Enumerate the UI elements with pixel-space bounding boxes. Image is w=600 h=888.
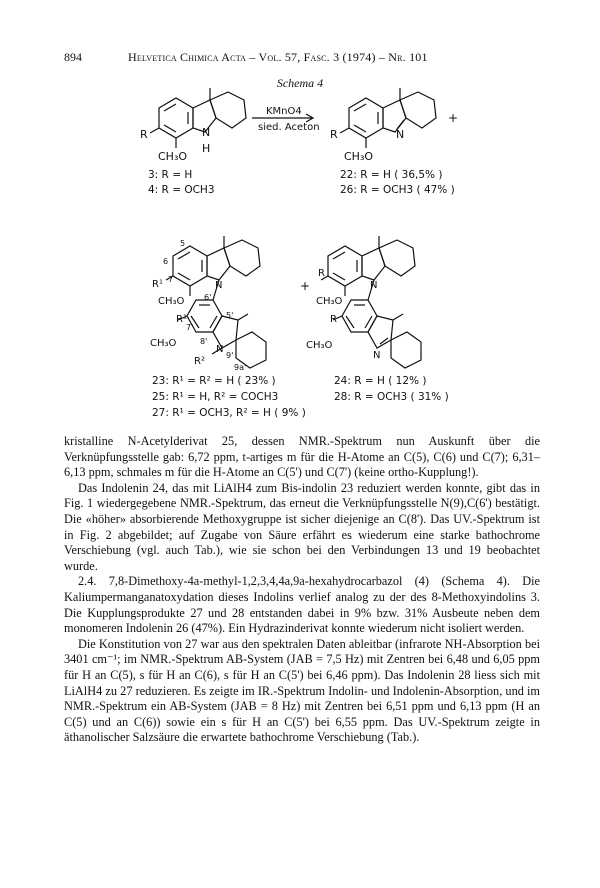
plus-sign: + [448, 111, 459, 125]
substituent-label: R [330, 128, 338, 141]
compound-label: 23: R¹ = R² = H ( 23% ) [152, 375, 276, 387]
compound-label: 26: R = OCH3 ( 47% ) [340, 184, 455, 196]
cyclohexane-ring [379, 240, 415, 276]
methoxy-label: CH₃O [158, 296, 185, 307]
atom-label-n: N [396, 128, 405, 141]
compound-label: 27: R¹ = OCH3, R² = H ( 9% ) [152, 407, 306, 419]
substituent-label: R [318, 268, 325, 279]
position-label: 5' [226, 311, 234, 320]
substituent-label: R [140, 128, 148, 141]
atom-label-h: H [202, 142, 211, 155]
reaction-scheme [0, 0, 600, 430]
atom-label-n: N [370, 280, 378, 291]
indoline-ring [362, 248, 385, 280]
position-label: 6 [163, 257, 169, 266]
atom-label-n: N [216, 344, 224, 355]
substituent-label: R¹ [152, 279, 163, 290]
paragraph: Die Konstitution von 27 war aus den spektralen Daten ableitbar (infrarote NH-Absorption bei 3401 cm⁻¹; im NMR.-Spektrum AB-System (JAB = 7,5 Hz) mit Zentren bei 6,48 und 6,05 ppm für H an C(5), s für H an C(6), s für H an C(5') bei 6,46 ppm). Das Indolenin 28 liess sich mit LiAlH4 zu 27 reduzieren. Es zeigte im IR.-Spektrum Indolin- und Indolenin-Absorption, und im NMR.-Spektrum ein AB-System (JAB = 8 Hz) mit Zentren bei 6,51 ppm und 6,13 ppm (H an C(5) und an C(6)) sowie ein s für H an C(5') bei 6,55 ppm. Das UV.-Spektrum zeigte in äthanolischer Salzsäure die erwartete bathochrome Verschiebung (Tab.). [64, 636, 540, 745]
atom-label-n: N [373, 350, 381, 361]
running-head: Helvetica Chimica Acta – Vol. 57, Fasc. 3 (1974) – Nr. 101 [128, 50, 428, 64]
position-label: 7 [168, 275, 174, 284]
cyclohexane-ring [400, 92, 436, 128]
position-label: 9a' [234, 363, 247, 372]
position-label: 7' [186, 323, 194, 332]
paragraph: kristalline N-Acetylderivat 25, dessen NMR.-Spektrum nun Auskunft über die Verknüpfungsstelle gab: 6,72 ppm, t-artiges m für die H-Atome an C(5), C(6) und C(7); 6,31–6,13 ppm, schmales m für die H-Atome an C(5') und C(7') (keine ortho-Kupplung!). [64, 434, 540, 480]
atom-label-n: N [202, 126, 211, 139]
position-label: 9' [226, 351, 234, 360]
substituent-label: R² [194, 356, 205, 367]
atom-label-n: N [215, 280, 223, 291]
compound-label: 25: R¹ = H, R² = COCH3 [152, 391, 279, 403]
substituent-label: R¹ [176, 314, 187, 325]
scheme-title: Schema 4 [276, 76, 324, 90]
cyclohexane-ring [210, 92, 246, 128]
compound-label: 24: R = H ( 12% ) [334, 375, 427, 387]
position-label: 5 [180, 239, 186, 248]
methoxy-label: CH₃O [150, 338, 177, 349]
position-label: 6' [204, 293, 212, 302]
compound-label: 22: R = H ( 36,5% ) [340, 169, 443, 181]
reagent-bottom: sied. Aceton [258, 122, 320, 133]
methoxy-label: CH₃O [316, 296, 343, 307]
plus-sign: + [300, 279, 311, 293]
methoxy-label: CH₃O [306, 340, 333, 351]
paragraph: 2.4. 7,8-Dimethoxy-4a-methyl-1,2,3,4,4a,9a-hexahydrocarbazol (4) (Schema 4). Die Kaliumpermanganatoxydation dieses Indolins verlief analog zu der des 8-Methoxyindolins 3. Die Kupplungsprodukte 27 und 28 entstanden dabei in 9% bzw. 31% Ausbeute neben dem monomeren Indolenin 26 (47%). Ein Hydrazinderivat konnte wiederum nicht isoliert werden. [64, 574, 540, 636]
reagent-top: KMnO4 [266, 106, 302, 117]
page-number: 894 [64, 50, 82, 64]
methoxy-label: CH₃O [344, 150, 374, 163]
cyclohexane-ring [391, 332, 421, 368]
body-text [64, 434, 540, 746]
substituent-label: R [330, 314, 337, 325]
position-label: 8' [200, 337, 208, 346]
compound-label: 3: R = H [148, 169, 193, 181]
methoxy-label: CH₃O [158, 150, 188, 163]
compound-label: 28: R = OCH3 ( 31% ) [334, 391, 449, 403]
compound-label: 4: R = OCH3 [148, 184, 215, 196]
indoline-ring [207, 248, 230, 280]
cyclohexane-ring [224, 240, 260, 276]
paragraph: Das Indolenin 24, das mit LiAlH4 zum Bis-indolin 23 reduziert werden konnte, gibt das in Fig. 1 wiedergegebene NMR.-Spektrum, das erneut die Verknüpfungsstelle N(9),C(6') bestätigt. Die «höher» absorbierende Methoxygruppe ist sicher diejenige an C(8'). Das UV.-Spektrum ist in Fig. 2 abgebildet; auf Zugabe von Säure erfährt es wiederum eine starke bathochrome Verschiebung (vgl. auch Tab.), wie sie schon bei den Verbindungen 13 und 19 beobachtet wurde. [64, 480, 540, 573]
